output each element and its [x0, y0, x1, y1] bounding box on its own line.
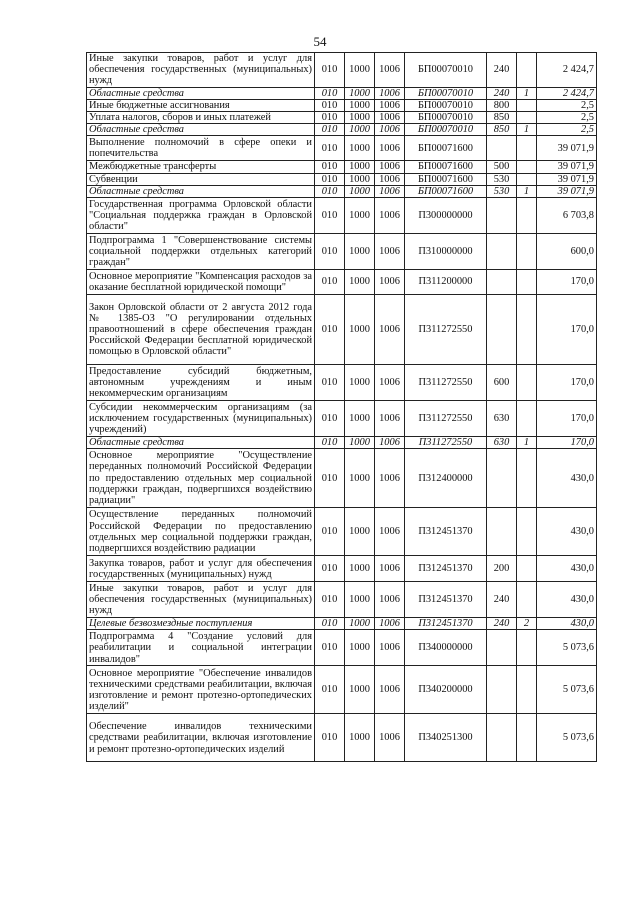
row-name: Областные средства: [87, 87, 315, 99]
amount: 430,0: [537, 618, 597, 630]
section-code: 1000: [345, 630, 375, 666]
target-article-code: БП00070010: [405, 87, 487, 99]
table-row: [87, 198, 597, 234]
admin-code: 010: [315, 630, 345, 666]
table-row: [87, 618, 597, 630]
admin-code: 010: [315, 618, 345, 630]
subsection-code: 1006: [375, 618, 405, 630]
table-row: [87, 99, 597, 111]
row-name: Основное мероприятие "Компенсация расходов за оказание бесплатной юридической помощи": [87, 270, 315, 295]
table-row: [87, 53, 597, 88]
row-name: Основное мероприятие "Осуществление переданных полномочий Российской Федерации по предоставлению отдельных мер социальной поддержки граждан, подвергшихся воздействию радиации": [87, 449, 315, 508]
expense-type-code: [487, 508, 517, 556]
page-number: 54: [313, 34, 327, 49]
funding-source-code: [517, 161, 537, 173]
target-article-code: БП00070010: [405, 53, 487, 88]
expense-type-code: 200: [487, 556, 517, 582]
section-code: 1000: [345, 87, 375, 99]
row-name: Уплата налогов, сборов и иных платежей: [87, 112, 315, 124]
table-row: [87, 508, 597, 556]
row-name: Осуществление переданных полномочий Российской Федерации по предоставлению отдельных мер социальной поддержки граждан, подвергшихся воздействию радиации: [87, 508, 315, 556]
expense-type-code: [487, 198, 517, 234]
expense-type-code: [487, 234, 517, 270]
funding-source-code: [517, 53, 537, 88]
amount: 39 071,9: [537, 161, 597, 173]
amount: 5 073,6: [537, 666, 597, 714]
funding-source-code: [517, 666, 537, 714]
target-article-code: БП00070010: [405, 99, 487, 111]
target-article-code: П300000000: [405, 198, 487, 234]
subsection-code: 1006: [375, 666, 405, 714]
funding-source-code: [517, 582, 537, 618]
table-row: [87, 185, 597, 197]
amount: 170,0: [537, 437, 597, 449]
amount: 2,5: [537, 99, 597, 111]
target-article-code: П340000000: [405, 630, 487, 666]
row-name: Подпрограмма 4 "Создание условий для реабилитации и социальной интеграции инвалидов": [87, 630, 315, 666]
expense-type-code: [487, 136, 517, 161]
table-row: [87, 112, 597, 124]
row-name: Основное мероприятие "Обеспечение инвалидов техническими средствами реабилитации, включая изготовление и ремонт протезно-ортопедических изделий": [87, 666, 315, 714]
expense-type-code: 500: [487, 161, 517, 173]
target-article-code: П312451370: [405, 556, 487, 582]
section-code: 1000: [345, 449, 375, 508]
subsection-code: 1006: [375, 136, 405, 161]
table-row: [87, 556, 597, 582]
funding-source-code: [517, 136, 537, 161]
funding-source-code: 1: [517, 437, 537, 449]
expense-type-code: 240: [487, 582, 517, 618]
section-code: 1000: [345, 270, 375, 295]
admin-code: 010: [315, 270, 345, 295]
section-code: 1000: [345, 437, 375, 449]
section-code: 1000: [345, 112, 375, 124]
row-name: Закупка товаров, работ и услуг для обеспечения государственных (муниципальных) нужд: [87, 556, 315, 582]
subsection-code: 1006: [375, 401, 405, 437]
table-row: [87, 270, 597, 295]
target-article-code: БП00071600: [405, 161, 487, 173]
amount: 170,0: [537, 270, 597, 295]
row-name: Субсидии некоммерческим организациям (за исключением государственных (муниципальных) учреждений): [87, 401, 315, 437]
table-row: [87, 295, 597, 365]
table-row: [87, 666, 597, 714]
amount: 600,0: [537, 234, 597, 270]
admin-code: 010: [315, 161, 345, 173]
expense-type-code: 800: [487, 99, 517, 111]
admin-code: 010: [315, 99, 345, 111]
amount: 39 071,9: [537, 136, 597, 161]
funding-source-code: 1: [517, 87, 537, 99]
funding-source-code: [517, 295, 537, 365]
expense-type-code: 600: [487, 365, 517, 401]
funding-source-code: [517, 556, 537, 582]
target-article-code: П312451370: [405, 508, 487, 556]
target-article-code: П340200000: [405, 666, 487, 714]
expense-type-code: [487, 630, 517, 666]
target-article-code: БП00070010: [405, 124, 487, 136]
expense-type-code: [487, 270, 517, 295]
funding-source-code: [517, 449, 537, 508]
table-row: [87, 161, 597, 173]
table-row: [87, 365, 597, 401]
amount: 430,0: [537, 556, 597, 582]
funding-source-code: 2: [517, 618, 537, 630]
table-row: [87, 449, 597, 508]
section-code: 1000: [345, 556, 375, 582]
admin-code: 010: [315, 437, 345, 449]
admin-code: 010: [315, 365, 345, 401]
subsection-code: 1006: [375, 124, 405, 136]
amount: 2,5: [537, 112, 597, 124]
subsection-code: 1006: [375, 87, 405, 99]
admin-code: 010: [315, 508, 345, 556]
row-name: Иные закупки товаров, работ и услуг для обеспечения государственных (муниципальных) нужд: [87, 582, 315, 618]
expense-type-code: 850: [487, 112, 517, 124]
section-code: 1000: [345, 618, 375, 630]
subsection-code: 1006: [375, 185, 405, 197]
funding-source-code: [517, 234, 537, 270]
admin-code: 010: [315, 556, 345, 582]
funding-source-code: 1: [517, 185, 537, 197]
amount: 430,0: [537, 508, 597, 556]
funding-source-code: [517, 630, 537, 666]
subsection-code: 1006: [375, 437, 405, 449]
table-row: [87, 582, 597, 618]
row-name: Межбюджетные трансферты: [87, 161, 315, 173]
expense-type-code: [487, 449, 517, 508]
admin-code: 010: [315, 666, 345, 714]
table-row: [87, 437, 597, 449]
funding-source-code: [517, 365, 537, 401]
section-code: 1000: [345, 161, 375, 173]
subsection-code: 1006: [375, 295, 405, 365]
section-code: 1000: [345, 508, 375, 556]
admin-code: 010: [315, 234, 345, 270]
amount: 430,0: [537, 582, 597, 618]
table-row: [87, 714, 597, 762]
expense-type-code: 240: [487, 53, 517, 88]
subsection-code: 1006: [375, 53, 405, 88]
target-article-code: П311272550: [405, 401, 487, 437]
admin-code: 010: [315, 173, 345, 185]
section-code: 1000: [345, 173, 375, 185]
table-row: [87, 87, 597, 99]
amount: 170,0: [537, 365, 597, 401]
expense-type-code: 530: [487, 185, 517, 197]
row-name: Предоставление субсидий бюджетным, автономным учреждениям и иным некоммерческим организациям: [87, 365, 315, 401]
funding-source-code: [517, 714, 537, 762]
expense-type-code: 630: [487, 401, 517, 437]
amount: 2 424,7: [537, 53, 597, 88]
amount: 6 703,8: [537, 198, 597, 234]
subsection-code: 1006: [375, 112, 405, 124]
funding-source-code: 1: [517, 124, 537, 136]
subsection-code: 1006: [375, 173, 405, 185]
amount: 5 073,6: [537, 714, 597, 762]
admin-code: 010: [315, 198, 345, 234]
expense-type-code: [487, 666, 517, 714]
budget-table: [86, 52, 597, 762]
expense-type-code: [487, 714, 517, 762]
expense-type-code: [487, 295, 517, 365]
subsection-code: 1006: [375, 449, 405, 508]
admin-code: 010: [315, 582, 345, 618]
section-code: 1000: [345, 295, 375, 365]
admin-code: 010: [315, 53, 345, 88]
amount: 39 071,9: [537, 185, 597, 197]
section-code: 1000: [345, 124, 375, 136]
row-name: Обеспечение инвалидов техническими средствами реабилитации, включая изготовление и ремонт протезно-ортопедических изделий: [87, 714, 315, 762]
funding-source-code: [517, 112, 537, 124]
table-row: [87, 234, 597, 270]
admin-code: 010: [315, 185, 345, 197]
table-row: [87, 124, 597, 136]
expense-type-code: 850: [487, 124, 517, 136]
section-code: 1000: [345, 714, 375, 762]
funding-source-code: [517, 173, 537, 185]
admin-code: 010: [315, 136, 345, 161]
funding-source-code: [517, 270, 537, 295]
table-row: [87, 401, 597, 437]
amount: 170,0: [537, 401, 597, 437]
amount: 39 071,9: [537, 173, 597, 185]
target-article-code: П312451370: [405, 618, 487, 630]
subsection-code: 1006: [375, 198, 405, 234]
row-name: Целевые безвозмездные поступления: [87, 618, 315, 630]
amount: 170,0: [537, 295, 597, 365]
table-row: [87, 173, 597, 185]
admin-code: 010: [315, 449, 345, 508]
section-code: 1000: [345, 365, 375, 401]
row-name: Иные бюджетные ассигнования: [87, 99, 315, 111]
subsection-code: 1006: [375, 714, 405, 762]
row-name: Закон Орловской области от 2 августа 2012 года № 1385-ОЗ "О регулировании отдельных правоотношений в сфере обеспечения граждан Российской Федерации бесплатной юридической помощью в Орловской области": [87, 295, 315, 365]
target-article-code: П311272550: [405, 437, 487, 449]
row-name: Областные средства: [87, 124, 315, 136]
subsection-code: 1006: [375, 99, 405, 111]
section-code: 1000: [345, 99, 375, 111]
target-article-code: П311272550: [405, 365, 487, 401]
section-code: 1000: [345, 198, 375, 234]
section-code: 1000: [345, 234, 375, 270]
admin-code: 010: [315, 87, 345, 99]
amount: 430,0: [537, 449, 597, 508]
target-article-code: П312451370: [405, 582, 487, 618]
table-row: [87, 136, 597, 161]
target-article-code: БП00071600: [405, 173, 487, 185]
budget-table-body: [87, 53, 597, 762]
target-article-code: П312400000: [405, 449, 487, 508]
target-article-code: П310000000: [405, 234, 487, 270]
expense-type-code: 240: [487, 618, 517, 630]
section-code: 1000: [345, 185, 375, 197]
expense-type-code: 240: [487, 87, 517, 99]
funding-source-code: [517, 198, 537, 234]
section-code: 1000: [345, 53, 375, 88]
expense-type-code: 630: [487, 437, 517, 449]
target-article-code: БП00071600: [405, 185, 487, 197]
section-code: 1000: [345, 136, 375, 161]
table-row: [87, 630, 597, 666]
amount: 5 073,6: [537, 630, 597, 666]
admin-code: 010: [315, 714, 345, 762]
section-code: 1000: [345, 582, 375, 618]
subsection-code: 1006: [375, 630, 405, 666]
expense-type-code: 530: [487, 173, 517, 185]
row-name: Субвенции: [87, 173, 315, 185]
subsection-code: 1006: [375, 508, 405, 556]
funding-source-code: [517, 401, 537, 437]
funding-source-code: [517, 508, 537, 556]
row-name: Подпрограмма 1 "Совершенствование системы социальной поддержки отдельных категорий граждан": [87, 234, 315, 270]
subsection-code: 1006: [375, 234, 405, 270]
target-article-code: БП00071600: [405, 136, 487, 161]
subsection-code: 1006: [375, 270, 405, 295]
row-name: Иные закупки товаров, работ и услуг для обеспечения государственных (муниципальных) нужд: [87, 53, 315, 88]
amount: 2,5: [537, 124, 597, 136]
amount: 2 424,7: [537, 87, 597, 99]
subsection-code: 1006: [375, 582, 405, 618]
target-article-code: П340251300: [405, 714, 487, 762]
row-name: Областные средства: [87, 185, 315, 197]
subsection-code: 1006: [375, 556, 405, 582]
funding-source-code: [517, 99, 537, 111]
row-name: Государственная программа Орловской области "Социальная поддержка граждан в Орловской области": [87, 198, 315, 234]
subsection-code: 1006: [375, 365, 405, 401]
section-code: 1000: [345, 666, 375, 714]
section-code: 1000: [345, 401, 375, 437]
admin-code: 010: [315, 112, 345, 124]
admin-code: 010: [315, 295, 345, 365]
row-name: Областные средства: [87, 437, 315, 449]
target-article-code: П311200000: [405, 270, 487, 295]
admin-code: 010: [315, 401, 345, 437]
row-name: Выполнение полномочий в сфере опеки и попечительства: [87, 136, 315, 161]
admin-code: 010: [315, 124, 345, 136]
target-article-code: П311272550: [405, 295, 487, 365]
target-article-code: БП00070010: [405, 112, 487, 124]
subsection-code: 1006: [375, 161, 405, 173]
